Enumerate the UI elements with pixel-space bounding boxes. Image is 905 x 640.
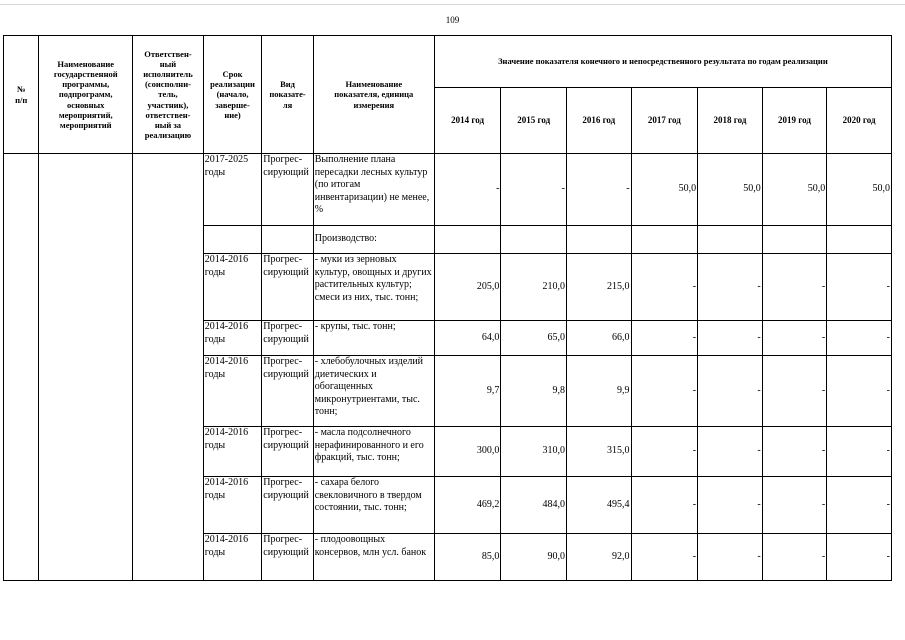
cell-indicator: - крупы, тыс. тонн;	[313, 321, 434, 356]
cell-indicator: - муки из зерновых культур, овощных и других растительных культур; смеси из них, тыс. тонн;	[313, 254, 434, 321]
cell-value	[566, 226, 631, 254]
cell-value: 64,0	[434, 321, 501, 356]
cell-value: -	[762, 477, 827, 534]
cell-value: 50,0	[631, 154, 698, 226]
cell-value	[698, 226, 763, 254]
cell-indicator: Производство:	[313, 226, 434, 254]
cell-kind: Прогрес- сирующий	[262, 254, 313, 321]
cell-indicator: - хлебобулочных изделий диетических и обогащенных микронутриентами, тыс. тонн;	[313, 356, 434, 427]
cell-value: -	[631, 477, 698, 534]
cell-value: -	[698, 321, 763, 356]
col-header-indicator: Наименование показателя, единица измерения	[313, 36, 434, 154]
col-header-num: № п/п	[4, 36, 39, 154]
cell-kind: Прогрес- сирующий	[262, 477, 313, 534]
cell-value	[762, 226, 827, 254]
col-header-values-group: Значение показателя конечного и непосредственного результата по годам реализации	[434, 36, 891, 88]
cell-value: -	[827, 254, 892, 321]
cell-value: 50,0	[698, 154, 763, 226]
cell-value: 9,8	[501, 356, 567, 427]
year-header: 2016 год	[566, 88, 631, 154]
cell-num	[4, 154, 39, 581]
cell-value: -	[631, 254, 698, 321]
cell-value: -	[827, 477, 892, 534]
cell-value: -	[698, 534, 763, 581]
cell-value: -	[827, 534, 892, 581]
cell-kind: Прогрес- сирующий	[262, 321, 313, 356]
cell-value: 469,2	[434, 477, 501, 534]
cell-value: -	[762, 356, 827, 427]
cell-value: -	[698, 427, 763, 477]
cell-value: 50,0	[827, 154, 892, 226]
cell-value: -	[698, 356, 763, 427]
cell-value: -	[631, 534, 698, 581]
cell-value: 210,0	[501, 254, 567, 321]
cell-value: -	[631, 427, 698, 477]
cell-kind: Прогрес- сирующий	[262, 154, 313, 226]
cell-value	[631, 226, 698, 254]
cell-value: -	[827, 427, 892, 477]
cell-value: 65,0	[501, 321, 567, 356]
cell-period: 2014-2016 годы	[203, 534, 262, 581]
col-header-period: Срок реализации (начало, заверше- ние)	[203, 36, 262, 154]
cell-value: 484,0	[501, 477, 567, 534]
indicators-table	[3, 35, 892, 581]
year-header: 2018 год	[698, 88, 763, 154]
cell-value: 310,0	[501, 427, 567, 477]
cell-kind: Прогрес- сирующий	[262, 356, 313, 427]
cell-value: 215,0	[566, 254, 631, 321]
col-header-executor: Ответствен- ный исполнитель (соисполни- тель, участник), ответствен- ный за реализацию	[133, 36, 204, 154]
cell-value	[827, 226, 892, 254]
cell-kind: Прогрес- сирующий	[262, 534, 313, 581]
year-header: 2019 год	[762, 88, 827, 154]
cell-period: 2014-2016 годы	[203, 477, 262, 534]
cell-kind: Прогрес- сирующий	[262, 427, 313, 477]
cell-value: 50,0	[762, 154, 827, 226]
cell-value: -	[631, 356, 698, 427]
cell-indicator: Выполнение плана пересадки лесных культур (по итогам инвентаризации) не менее, %	[313, 154, 434, 226]
cell-value: -	[762, 427, 827, 477]
cell-executor	[133, 154, 204, 581]
cell-value: -	[566, 154, 631, 226]
cell-value	[501, 226, 567, 254]
cell-value: 85,0	[434, 534, 501, 581]
cell-value: 92,0	[566, 534, 631, 581]
table-row	[4, 154, 892, 226]
cell-indicator: - масла подсолнечного нерафинированного и его фракций, тыс. тонн;	[313, 427, 434, 477]
cell-value: -	[762, 321, 827, 356]
cell-indicator: - сахара белого свекловичного в твердом состоянии, тыс. тонн;	[313, 477, 434, 534]
col-header-kind: Вид показате- ля	[262, 36, 313, 154]
col-header-program: Наименование государственной программы, подпрограмм, основных мероприятий, мероприятий	[39, 36, 133, 154]
cell-value: -	[501, 154, 567, 226]
cell-indicator: - плодоовощных консервов, млн усл. банок	[313, 534, 434, 581]
year-header: 2017 год	[631, 88, 698, 154]
cell-value: -	[827, 356, 892, 427]
year-header: 2020 год	[827, 88, 892, 154]
cell-value: 495,4	[566, 477, 631, 534]
cell-value: 90,0	[501, 534, 567, 581]
cell-value: -	[434, 154, 501, 226]
cell-period: 2014-2016 годы	[203, 427, 262, 477]
year-header: 2014 год	[434, 88, 501, 154]
cell-period: 2014-2016 годы	[203, 254, 262, 321]
cell-kind	[262, 226, 313, 254]
cell-value: -	[698, 477, 763, 534]
cell-value: 9,7	[434, 356, 501, 427]
cell-program	[39, 154, 133, 581]
cell-period: 2014-2016 годы	[203, 356, 262, 427]
page-number: 109	[445, 15, 460, 25]
cell-value: 315,0	[566, 427, 631, 477]
cell-value: 9,9	[566, 356, 631, 427]
cell-value: -	[762, 254, 827, 321]
cell-value	[434, 226, 501, 254]
cell-period: 2014-2016 годы	[203, 321, 262, 356]
cell-period	[203, 226, 262, 254]
cell-value: 300,0	[434, 427, 501, 477]
cell-value: 205,0	[434, 254, 501, 321]
cell-value: -	[698, 254, 763, 321]
cell-period: 2017-2025 годы	[203, 154, 262, 226]
cell-value: -	[631, 321, 698, 356]
cell-value: -	[762, 534, 827, 581]
cell-value: 66,0	[566, 321, 631, 356]
year-header: 2015 год	[501, 88, 567, 154]
cell-value: -	[827, 321, 892, 356]
page-top-rule	[0, 4, 905, 5]
